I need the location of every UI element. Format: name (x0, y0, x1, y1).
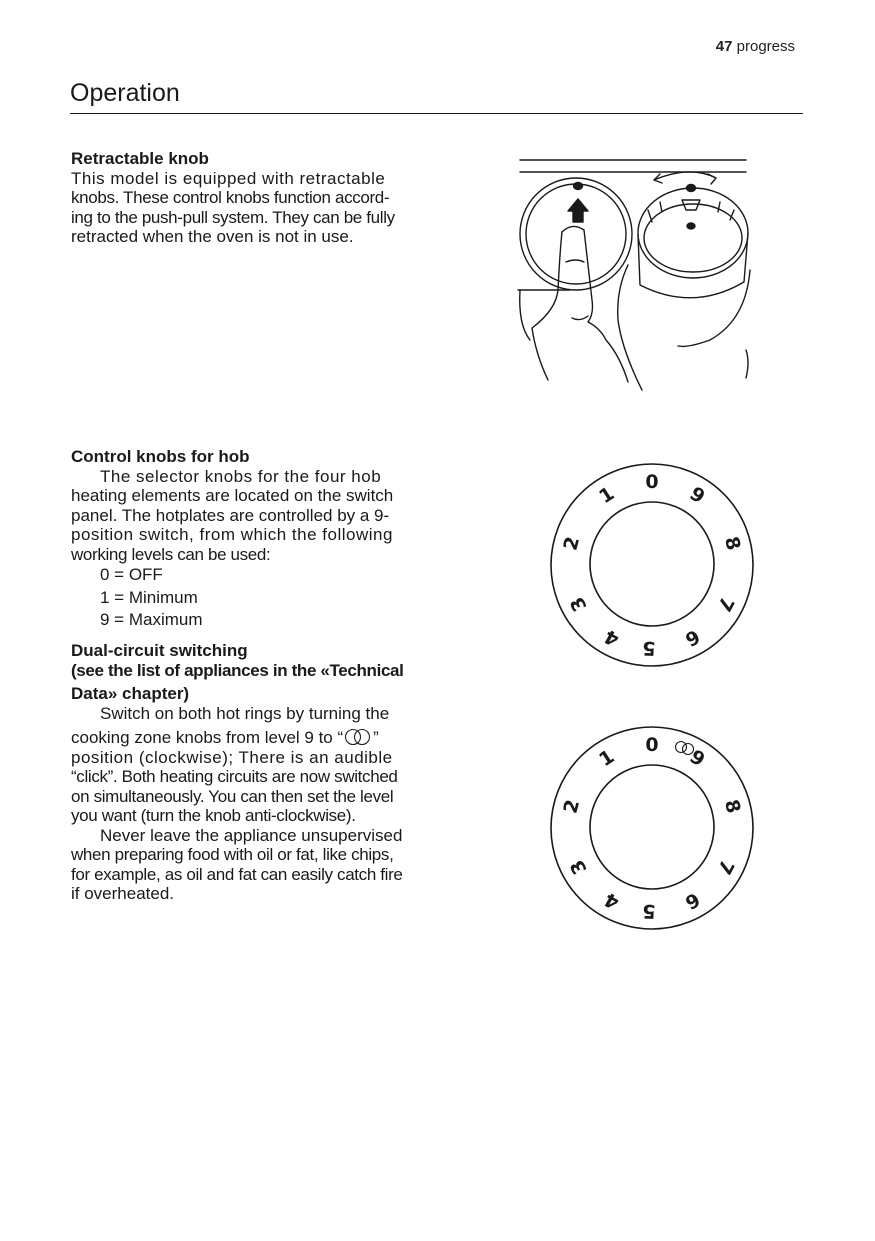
retracted-knob-face (526, 184, 626, 284)
retractable-line: ing to the push-pull system. They can be fully (71, 207, 395, 227)
retractable-line: knobs. These control knobs function accord- (71, 188, 390, 207)
dual-heading-sub: Data» chapter) (71, 684, 190, 703)
dial-number: 0 (645, 471, 659, 493)
finger-crease (572, 316, 588, 320)
dual-line-with-symbol (71, 728, 425, 748)
dial-outer-ring (551, 464, 753, 666)
dual-circuit-icon (676, 742, 694, 755)
dial-number: 4 (600, 887, 623, 914)
dial-number: 8 (719, 534, 745, 553)
dual-section (71, 641, 425, 904)
retractable-heading: Retractable knob (71, 149, 209, 168)
dial-number: 6 (681, 624, 704, 651)
dual-line: position (clockwise); There is an audible (71, 747, 393, 767)
dial-number: 9 (685, 745, 709, 772)
hand-outline (618, 265, 642, 390)
hand-outline (520, 290, 530, 340)
knob-marker-dot (574, 183, 583, 190)
push-arrow-icon (568, 199, 588, 222)
hob-line: working levels can be used: (71, 544, 271, 564)
dual-heading-sub: (see the list of appliances in the «Technical (71, 660, 404, 680)
knob-tick (648, 210, 652, 222)
rotate-arrow-icon (654, 172, 716, 180)
dual-line: Switch on both hot rings by turning the (100, 703, 390, 723)
title-rule (70, 113, 803, 114)
dual-line: for example, as oil and fat can easily catch fire (71, 864, 403, 884)
dial-outer-ring (551, 727, 753, 929)
knob-pointer-dot (687, 223, 695, 229)
dual-line: if overheated. (71, 884, 175, 903)
page-title: Operation (70, 79, 180, 107)
retractable-line: retracted when the oven is not in use. (71, 227, 354, 246)
dial-number: 9 (685, 482, 709, 509)
dial-number: 5 (642, 636, 657, 660)
hob-line: position switch, from which the following (71, 525, 393, 544)
dual-circuit-icon (343, 728, 373, 746)
level-item: 9 = Maximum (100, 610, 203, 629)
dual-line: you want (turn the knob anti-clockwise). (71, 806, 356, 825)
hob-line: The selector knobs for the four hob (100, 466, 382, 486)
knob-tick (718, 202, 720, 212)
page-number: 47 (715, 38, 733, 55)
extended-knob-face (644, 204, 742, 272)
dial-number: 8 (719, 797, 745, 816)
dial-inner-knob (590, 765, 714, 889)
dial-number: 3 (565, 592, 592, 616)
level-item: 1 = Minimum (100, 587, 198, 607)
retractable-line: This model is equipped with retractable (71, 168, 386, 188)
dial-number: 2 (559, 534, 585, 553)
hob-line: heating elements are located on the switch (71, 486, 394, 505)
dial-number: 7 (712, 855, 739, 879)
dial-number: 3 (565, 855, 592, 879)
dual-line: “click”. Both heating circuits are now switched (71, 767, 398, 786)
dial-number: 1 (595, 745, 619, 772)
knob-level-mark (682, 200, 700, 210)
level-item: 0 = OFF (100, 565, 163, 584)
dual-line: when preparing food with oil or fat, like chips, (71, 845, 394, 864)
knob-marker-dot (687, 185, 696, 192)
dual-heading: Dual-circuit switching (71, 641, 248, 660)
dual-dial-figure (550, 721, 760, 931)
brand-name: progress (736, 38, 795, 55)
dual-line-end: ” (373, 728, 379, 747)
dial-number: 2 (559, 797, 585, 816)
hand-outline (532, 232, 562, 380)
dual-line-start: cooking zone knobs from level 9 to “ (71, 728, 344, 747)
hob-section (71, 447, 425, 632)
retractable-section (71, 149, 425, 247)
knob-tick (660, 202, 662, 212)
retracted-knob (520, 178, 632, 290)
dial-number: 5 (642, 899, 657, 923)
hand-outline (678, 270, 750, 346)
dial-number: 1 (595, 482, 619, 509)
extended-knob (638, 188, 748, 278)
hob-line: panel. The hotplates are controlled by a 9- (71, 505, 390, 525)
finger-crease (566, 260, 584, 262)
hob-dial-figure (550, 458, 760, 668)
dial-inner-knob (590, 502, 714, 626)
dial-number: 0 (645, 734, 659, 756)
dial-number: 4 (600, 624, 623, 651)
panel-edge (746, 350, 748, 378)
retractable-knob-illustration (510, 150, 770, 400)
dial-number: 7 (712, 592, 739, 616)
dual-line: on simultaneously. You can then set the level (71, 786, 394, 806)
hob-heading: Control knobs for hob (71, 447, 250, 466)
dual-line: Never leave the appliance unsupervised (100, 825, 403, 845)
page-header (716, 38, 795, 55)
dial-number: 6 (681, 887, 704, 914)
